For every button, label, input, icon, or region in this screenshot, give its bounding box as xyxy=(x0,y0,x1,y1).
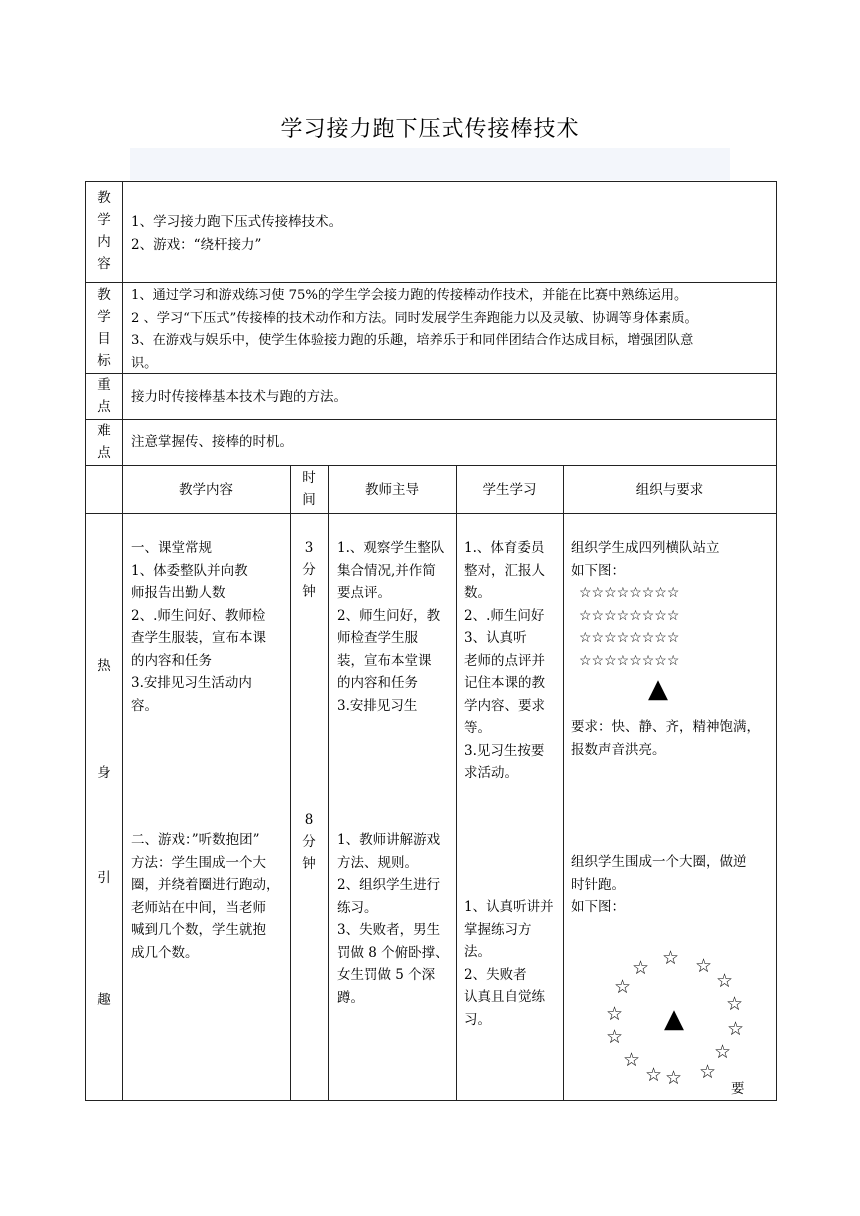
row-label-content: 教 学 内 容 xyxy=(97,190,111,272)
star-icon: ☆ xyxy=(716,970,734,992)
page-title: 学习接力跑下压式传接棒技术 xyxy=(280,117,580,142)
part1-content: 一、课堂常规 1、体委整队并向教 师报告出勤人数 2、.师生问好、教师检 查学生服装，宣布本课 的内容和任务 3.安排见习生活动内 容。 xyxy=(131,540,266,714)
header-teacher: 教师主导 xyxy=(365,482,419,498)
part2-teacher: 1、教师讲解游戏 方法、规则。 2、组织学生进行 练习。 3、失败者，男生 罚做 8 个俯卧撑、 女生罚做 5 个深 蹲。 xyxy=(337,832,449,1006)
star-icon: ☆ xyxy=(727,1018,745,1040)
section-label-1: 热 xyxy=(97,658,111,674)
star-icon: ☆ xyxy=(614,976,632,998)
part2-student: 1、认真听讲并 掌握练习方 法。 2、失败者 认真且自觉练 习。 xyxy=(464,899,554,1028)
title-highlight-band xyxy=(130,148,730,180)
part1-time: 3 分 钟 xyxy=(302,540,316,600)
star-icon: ☆ xyxy=(606,1003,624,1025)
part2-content: 二、游戏：”听数抱团” 方法：学生围成一个大 圈，并绕着圈进行跑动， 老师站在中间，当老师 喊到几个数，学生就抱 成几个数。 xyxy=(131,832,280,961)
part1-student: 1.、体育委员 整对，汇报人 数。 2、.师生问好 3、认真听 老师的点评并 记住本课的教 学内容、要求 等。 3.见习生按要 求活动。 xyxy=(464,540,545,781)
row-label-goals: 教 学 目 标 xyxy=(97,287,111,369)
star-icon: ☆ xyxy=(695,955,713,977)
row-label-difficulty: 难 点 xyxy=(97,423,111,461)
part1-teacher: 1.、观察学生整队 集合情况,并作简 要点评。 2、师生问好，教 师检查学生服 装，宣布本堂课 的内容和任务 3.安排见习生 xyxy=(337,540,445,714)
center-triangle-icon: ▲ xyxy=(664,1004,684,1034)
part1-requirements: 要求：快、静、齐，精神饱满， 报数声音洪亮。 xyxy=(571,719,760,758)
star-icon: ☆ xyxy=(606,1026,624,1048)
part2-time: 8 分 钟 xyxy=(302,812,316,872)
star-icon: ☆ xyxy=(699,1061,717,1083)
header-student: 学生学习 xyxy=(482,482,537,498)
section-label-3: 引 xyxy=(97,870,111,886)
goals-text: 1、通过学习和游戏练习使 75%的学生学会接力跑的传接棒动作技术，并能在比赛中熟练运用。 2 、学习“下压式”传接棒的技术动作和方法。同时发展学生奔跑能力以及灵敏、协调等身体素质。 3、在游戏与娱乐中，使学生体验接力跑的乐趣，培养乐于和同伴团结合作达成目标，增强团队意 识。 xyxy=(131,288,698,371)
star-icon: ☆ xyxy=(623,1049,641,1071)
star-icon: ☆ xyxy=(632,957,650,979)
header-content: 教学内容 xyxy=(179,482,233,498)
section-label-4: 趣 xyxy=(97,992,111,1008)
key-point-text: 接力时传接棒基本技术与跑的方法。 xyxy=(131,389,347,405)
star-icon: ☆ xyxy=(662,947,680,969)
part2-tail-text: 要 xyxy=(731,1081,745,1097)
section-label-2: 身 xyxy=(97,765,111,781)
part2-organization: 组织学生围成一个大圈，做逆 时针跑。 如下图： xyxy=(571,854,747,915)
teacher-triangle-icon: ▲ xyxy=(648,674,668,704)
content-text: 1、学习接力跑下压式传接棒技术。 2、游戏：“绕杆接力” xyxy=(131,214,343,253)
part1-formation-stars: ☆☆☆☆☆☆☆☆ ☆☆☆☆☆☆☆☆ ☆☆☆☆☆☆☆☆ ☆☆☆☆☆☆☆☆ xyxy=(579,585,680,669)
star-icon: ☆ xyxy=(645,1064,663,1086)
star-icon: ☆ xyxy=(714,1041,732,1063)
header-time: 时 间 xyxy=(302,470,316,508)
star-icon: ☆ xyxy=(665,1067,683,1089)
part1-organization: 组织学生成四列横队站立 如下图： xyxy=(571,540,720,579)
row-label-key: 重 点 xyxy=(97,377,111,415)
header-organization: 组织与要求 xyxy=(635,482,704,498)
star-icon: ☆ xyxy=(726,993,744,1015)
difficulty-text: 注意掌握传、接棒的时机。 xyxy=(131,434,293,450)
